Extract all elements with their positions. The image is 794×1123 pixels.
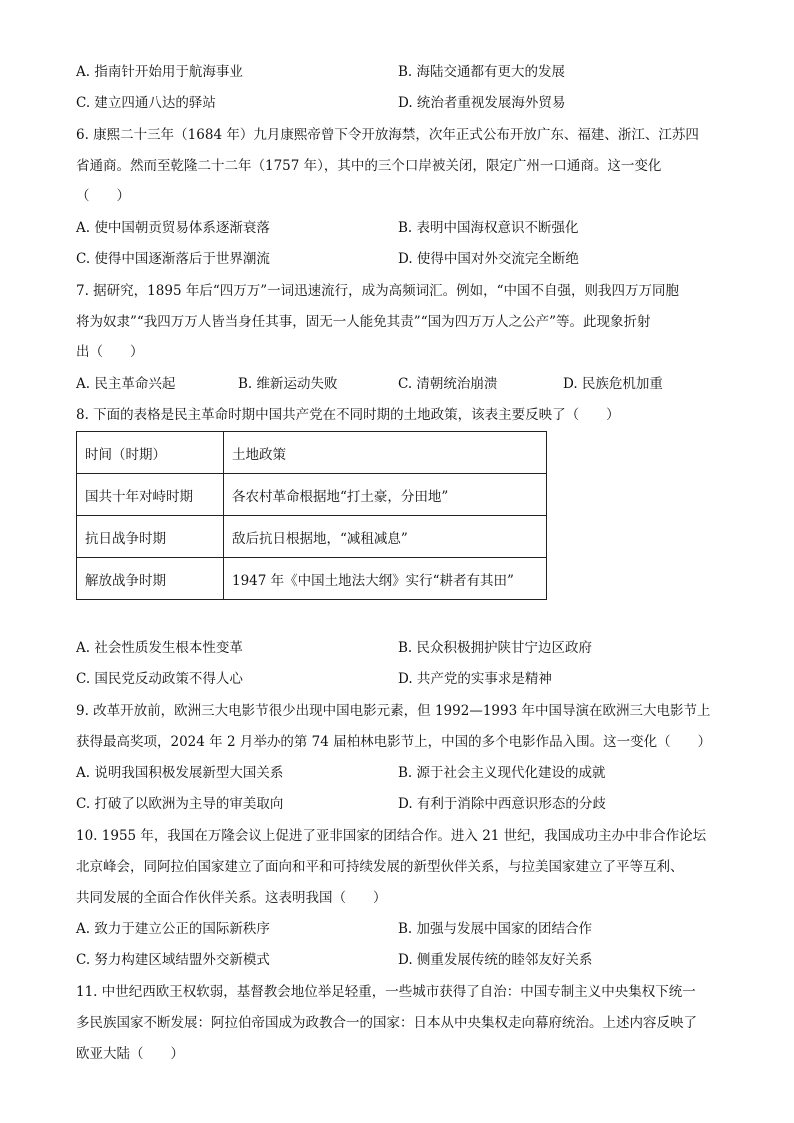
- table-cell: 国共十年对峙时期: [77, 474, 224, 516]
- table-cell: 抗日战争时期: [77, 516, 224, 558]
- q6-stem-line3: （ ）: [76, 188, 130, 204]
- q10-option-a: A. 致力于建立公正的国际新秩序: [76, 921, 270, 937]
- table-row: [77, 516, 547, 558]
- q11-stem-line3: 欧亚大陆（ ）: [76, 1046, 184, 1062]
- table-header-period: 时间（时期）: [77, 432, 224, 474]
- q8-option-b: B. 民众积极拥护陕甘宁边区政府: [398, 640, 593, 656]
- q5-option-c: C. 建立四通八达的驿站: [76, 95, 216, 111]
- q5-option-d: D. 统治者重视发展海外贸易: [398, 95, 566, 111]
- q5-option-b: B. 海陆交通都有更大的发展: [398, 64, 566, 80]
- q7-option-a: A. 民主革命兴起: [76, 376, 176, 392]
- q9-option-b: B. 源于社会主义现代化建设的成就: [398, 765, 606, 781]
- table-row: [77, 474, 547, 516]
- q10-option-c: C. 努力构建区域结盟外交新模式: [76, 952, 270, 968]
- q6-option-c: C. 使得中国逐渐落后于世界潮流: [76, 251, 270, 267]
- q11-stem-line1: 11. 中世纪西欧王权软弱，基督教会地位举足轻重，一些城市获得了自治：中国专制主义中央集权下统一: [76, 984, 696, 1000]
- q7-option-d: D. 民族危机加重: [563, 376, 663, 392]
- q11-stem-line2: 多民族国家不断发展：阿拉伯帝国成为政教合一的国家：日本从中央集权走向幕府统治。上述内容反映了: [76, 1015, 697, 1031]
- q8-stem: 8. 下面的表格是民主革命时期中国共产党在不同时期的土地政策，该表主要反映了（ ）: [76, 407, 620, 423]
- q5-option-a: A. 指南针开始用于航海事业: [76, 64, 243, 80]
- q10-option-d: D. 侧重发展传统的睦邻友好关系: [398, 952, 593, 968]
- table-cell: 1947 年《中国土地法大纲》实行“耕者有其田”: [224, 558, 547, 600]
- table-header-policy: 土地政策: [224, 432, 547, 474]
- q8-option-c: C. 国民党反动政策不得人心: [76, 671, 243, 687]
- table-row: [77, 432, 547, 474]
- q7-option-c: C. 清朝统治崩溃: [398, 376, 498, 392]
- q6-option-b: B. 表明中国海权意识不断强化: [398, 220, 579, 236]
- q6-option-d: D. 使得中国对外交流完全断绝: [398, 251, 579, 267]
- q10-stem-line3: 共同发展的全面合作伙伴关系。这表明我国（ ）: [76, 890, 387, 906]
- q7-stem-line3: 出（ ）: [76, 344, 144, 360]
- table-row: [77, 558, 547, 600]
- q9-stem-line1: 9. 改革开放前，欧洲三大电影节很少出现中国电影元素，但 1992—1993 年中国导演在欧洲三大电影节上: [76, 703, 711, 719]
- q9-stem-line2: 获得最高奖项，2024 年 2 月举办的第 74 届柏林电影节上，中国的多个电影作品入围。这一变化（ ）: [76, 734, 712, 750]
- table-cell: 解放战争时期: [77, 558, 224, 600]
- q6-stem-line2: 省通商。然而至乾隆二十二年（1757 年），其中的三个口岸被关闭，限定广州一口通商。这一变化: [76, 158, 662, 174]
- table-cell: 敌后抗日根据地，“减租减息”: [224, 516, 547, 558]
- q6-stem-line1: 6. 康熙二十三年（1684 年）九月康熙帝曾下令开放海禁，次年正式公布开放广东、福建、浙江、江苏四: [76, 127, 699, 143]
- q8-option-a: A. 社会性质发生根本性变革: [76, 640, 243, 656]
- q6-option-a: A. 使中国朝贡贸易体系逐渐衰落: [76, 220, 270, 236]
- q9-option-a: A. 说明我国积极发展新型大国关系: [76, 765, 284, 781]
- q8-option-d: D. 共产党的实事求是精神: [398, 671, 552, 687]
- q7-option-b: B. 维新运动失败: [238, 376, 338, 392]
- land-policy-table: [76, 431, 547, 600]
- q9-option-c: C. 打破了以欧洲为主导的审美取向: [76, 796, 284, 812]
- q9-option-d: D. 有利于消除中西意识形态的分歧: [398, 796, 606, 812]
- q10-option-b: B. 加强与发展中国家的团结合作: [398, 921, 593, 937]
- q10-stem-line2: 北京峰会，同阿拉伯国家建立了面向和平和可持续发展的新型伙伴关系，与拉美国家建立了平等互利、: [76, 859, 684, 875]
- q7-stem-line2: 将为奴隶”“我四万万人皆当身任其事，固无一人能免其责”“国为四万万人之公产”等。此现象折射: [76, 314, 651, 330]
- q7-stem-line1: 7. 据研究，1895 年后“四万万”一词迅速流行，成为高频词汇。例如，“中国不自强，则我四万万同胞: [76, 283, 680, 299]
- q10-stem-line1: 10. 1955 年，我国在万隆会议上促进了亚非国家的团结合作。进入 21 世纪，我国成功主办中非合作论坛: [76, 828, 707, 844]
- table-cell: 各农村革命根据地“打土豪，分田地”: [224, 474, 547, 516]
